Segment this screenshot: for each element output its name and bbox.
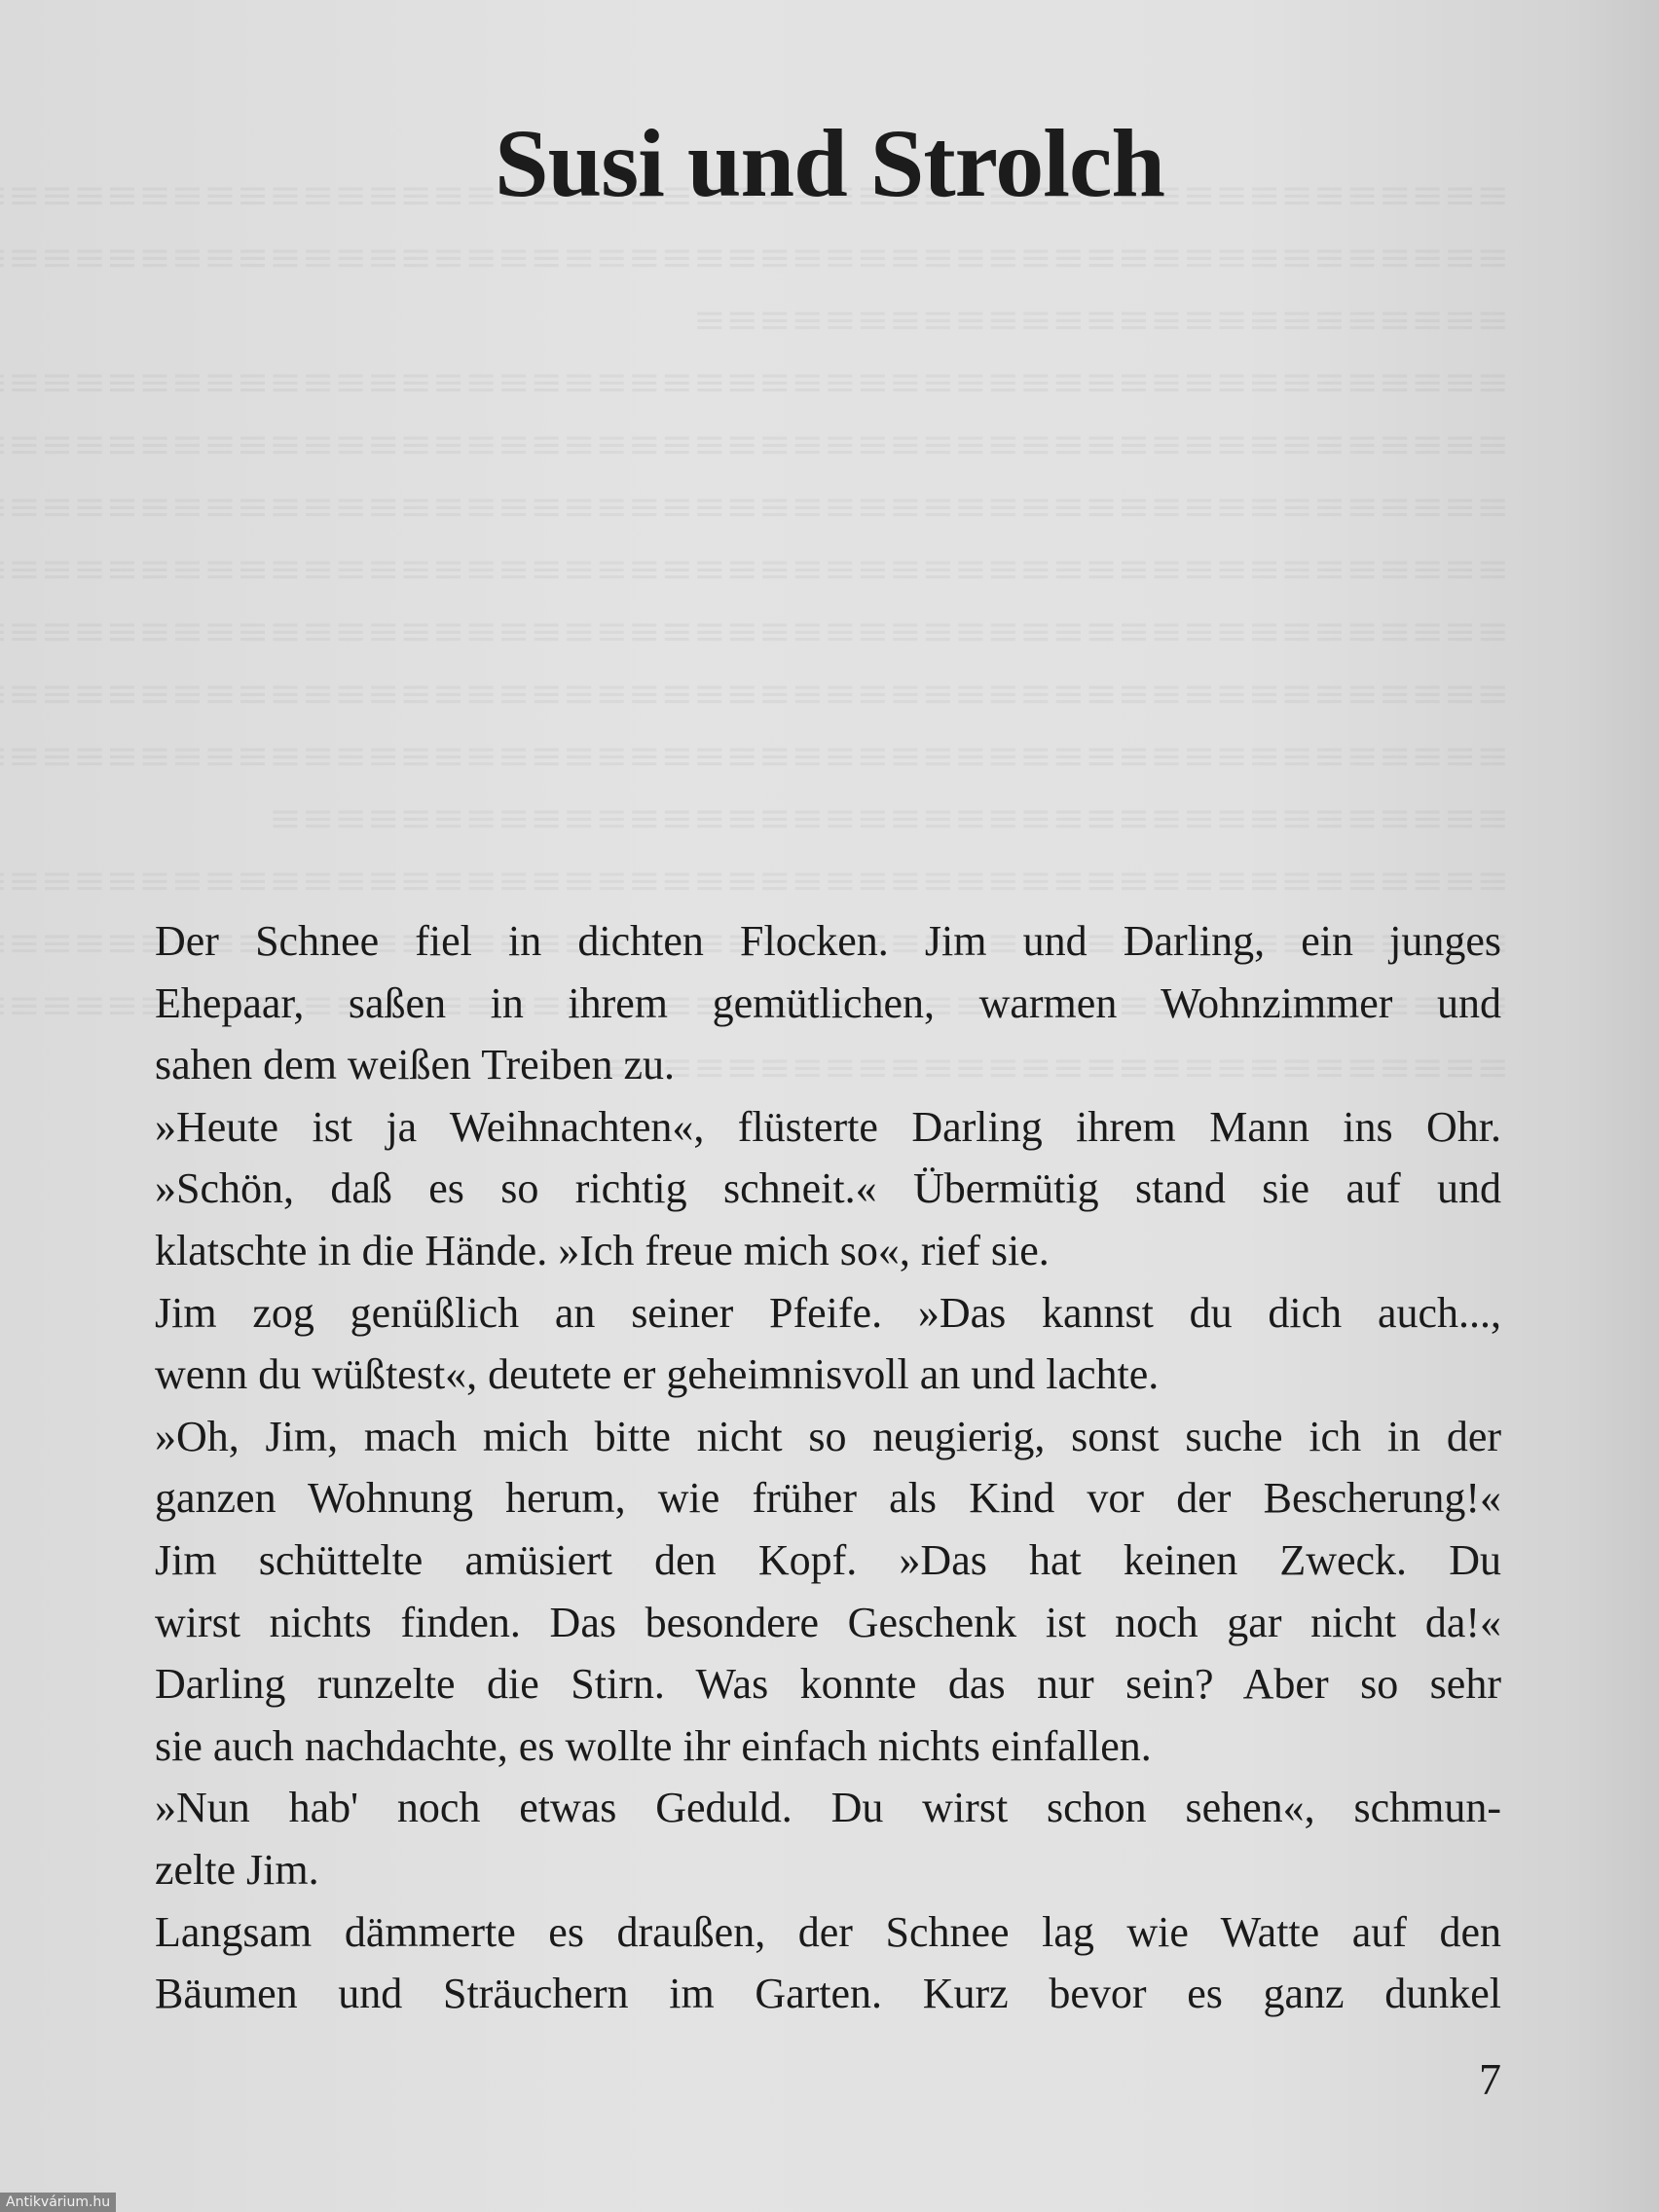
text-line: Langsam dämmerte es draußen, der Schnee lag wie Watte auf den — [155, 1907, 1501, 1956]
text-line: Jim zog genüßlich an seiner Pfeife. »Das kannst du dich auch..., — [155, 1288, 1501, 1337]
text-line: »Schön, daß es so richtig schneit.« Übermütig stand sie auf und — [155, 1164, 1501, 1213]
text-line: sie auch nachdachte, es wollte ihr einfach nichts einfallen. — [155, 1721, 1152, 1770]
watermark: Antikvárium.hu — [0, 2193, 116, 2212]
text-line: wenn du wüßtest«, deutete er geheimnisvoll an und lachte. — [155, 1350, 1160, 1399]
text-line: klatschte in die Hände. »Ich freue mich so«, rief sie. — [155, 1226, 1050, 1274]
text-line: wirst nichts finden. Das besondere Geschenk ist noch gar nicht da!« — [155, 1598, 1501, 1646]
text-line: Ehepaar, saßen in ihrem gemütlichen, warmen Wohnzimmer und — [155, 978, 1501, 1027]
text-line: Der Schnee fiel in dichten Flocken. Jim und Darling, ein junges — [155, 917, 1501, 965]
text-line: Darling runzelte die Stirn. Was konnte das nur sein? Aber so sehr — [155, 1660, 1501, 1709]
page-number: 7 — [1479, 2054, 1501, 2104]
story-text — [155, 910, 1501, 2025]
text-line: »Oh, Jim, mach mich bitte nicht so neugierig, sonst suche ich in der — [155, 1412, 1501, 1460]
text-line: zelte Jim. — [155, 1845, 319, 1894]
page-title: Susi und Strolch — [494, 109, 1165, 217]
text-line: »Nun hab' noch etwas Geduld. Du wirst schon sehen«, schmun- — [155, 1784, 1501, 1832]
text-line: Bäumen und Sträuchern im Garten. Kurz bevor es ganz dunkel — [155, 1970, 1501, 2018]
text-line: Jim schüttelte amüsiert den Kopf. »Das hat keinen Zweck. Du — [155, 1535, 1501, 1584]
text-line: »Heute ist ja Weihnachten«, flüsterte Darling ihrem Mann ins Ohr. — [155, 1102, 1501, 1151]
text-line: ganzen Wohnung herum, wie früher als Kind vor der Bescherung!« — [155, 1474, 1501, 1523]
text-line: sahen dem weißen Treiben zu. — [155, 1041, 675, 1089]
